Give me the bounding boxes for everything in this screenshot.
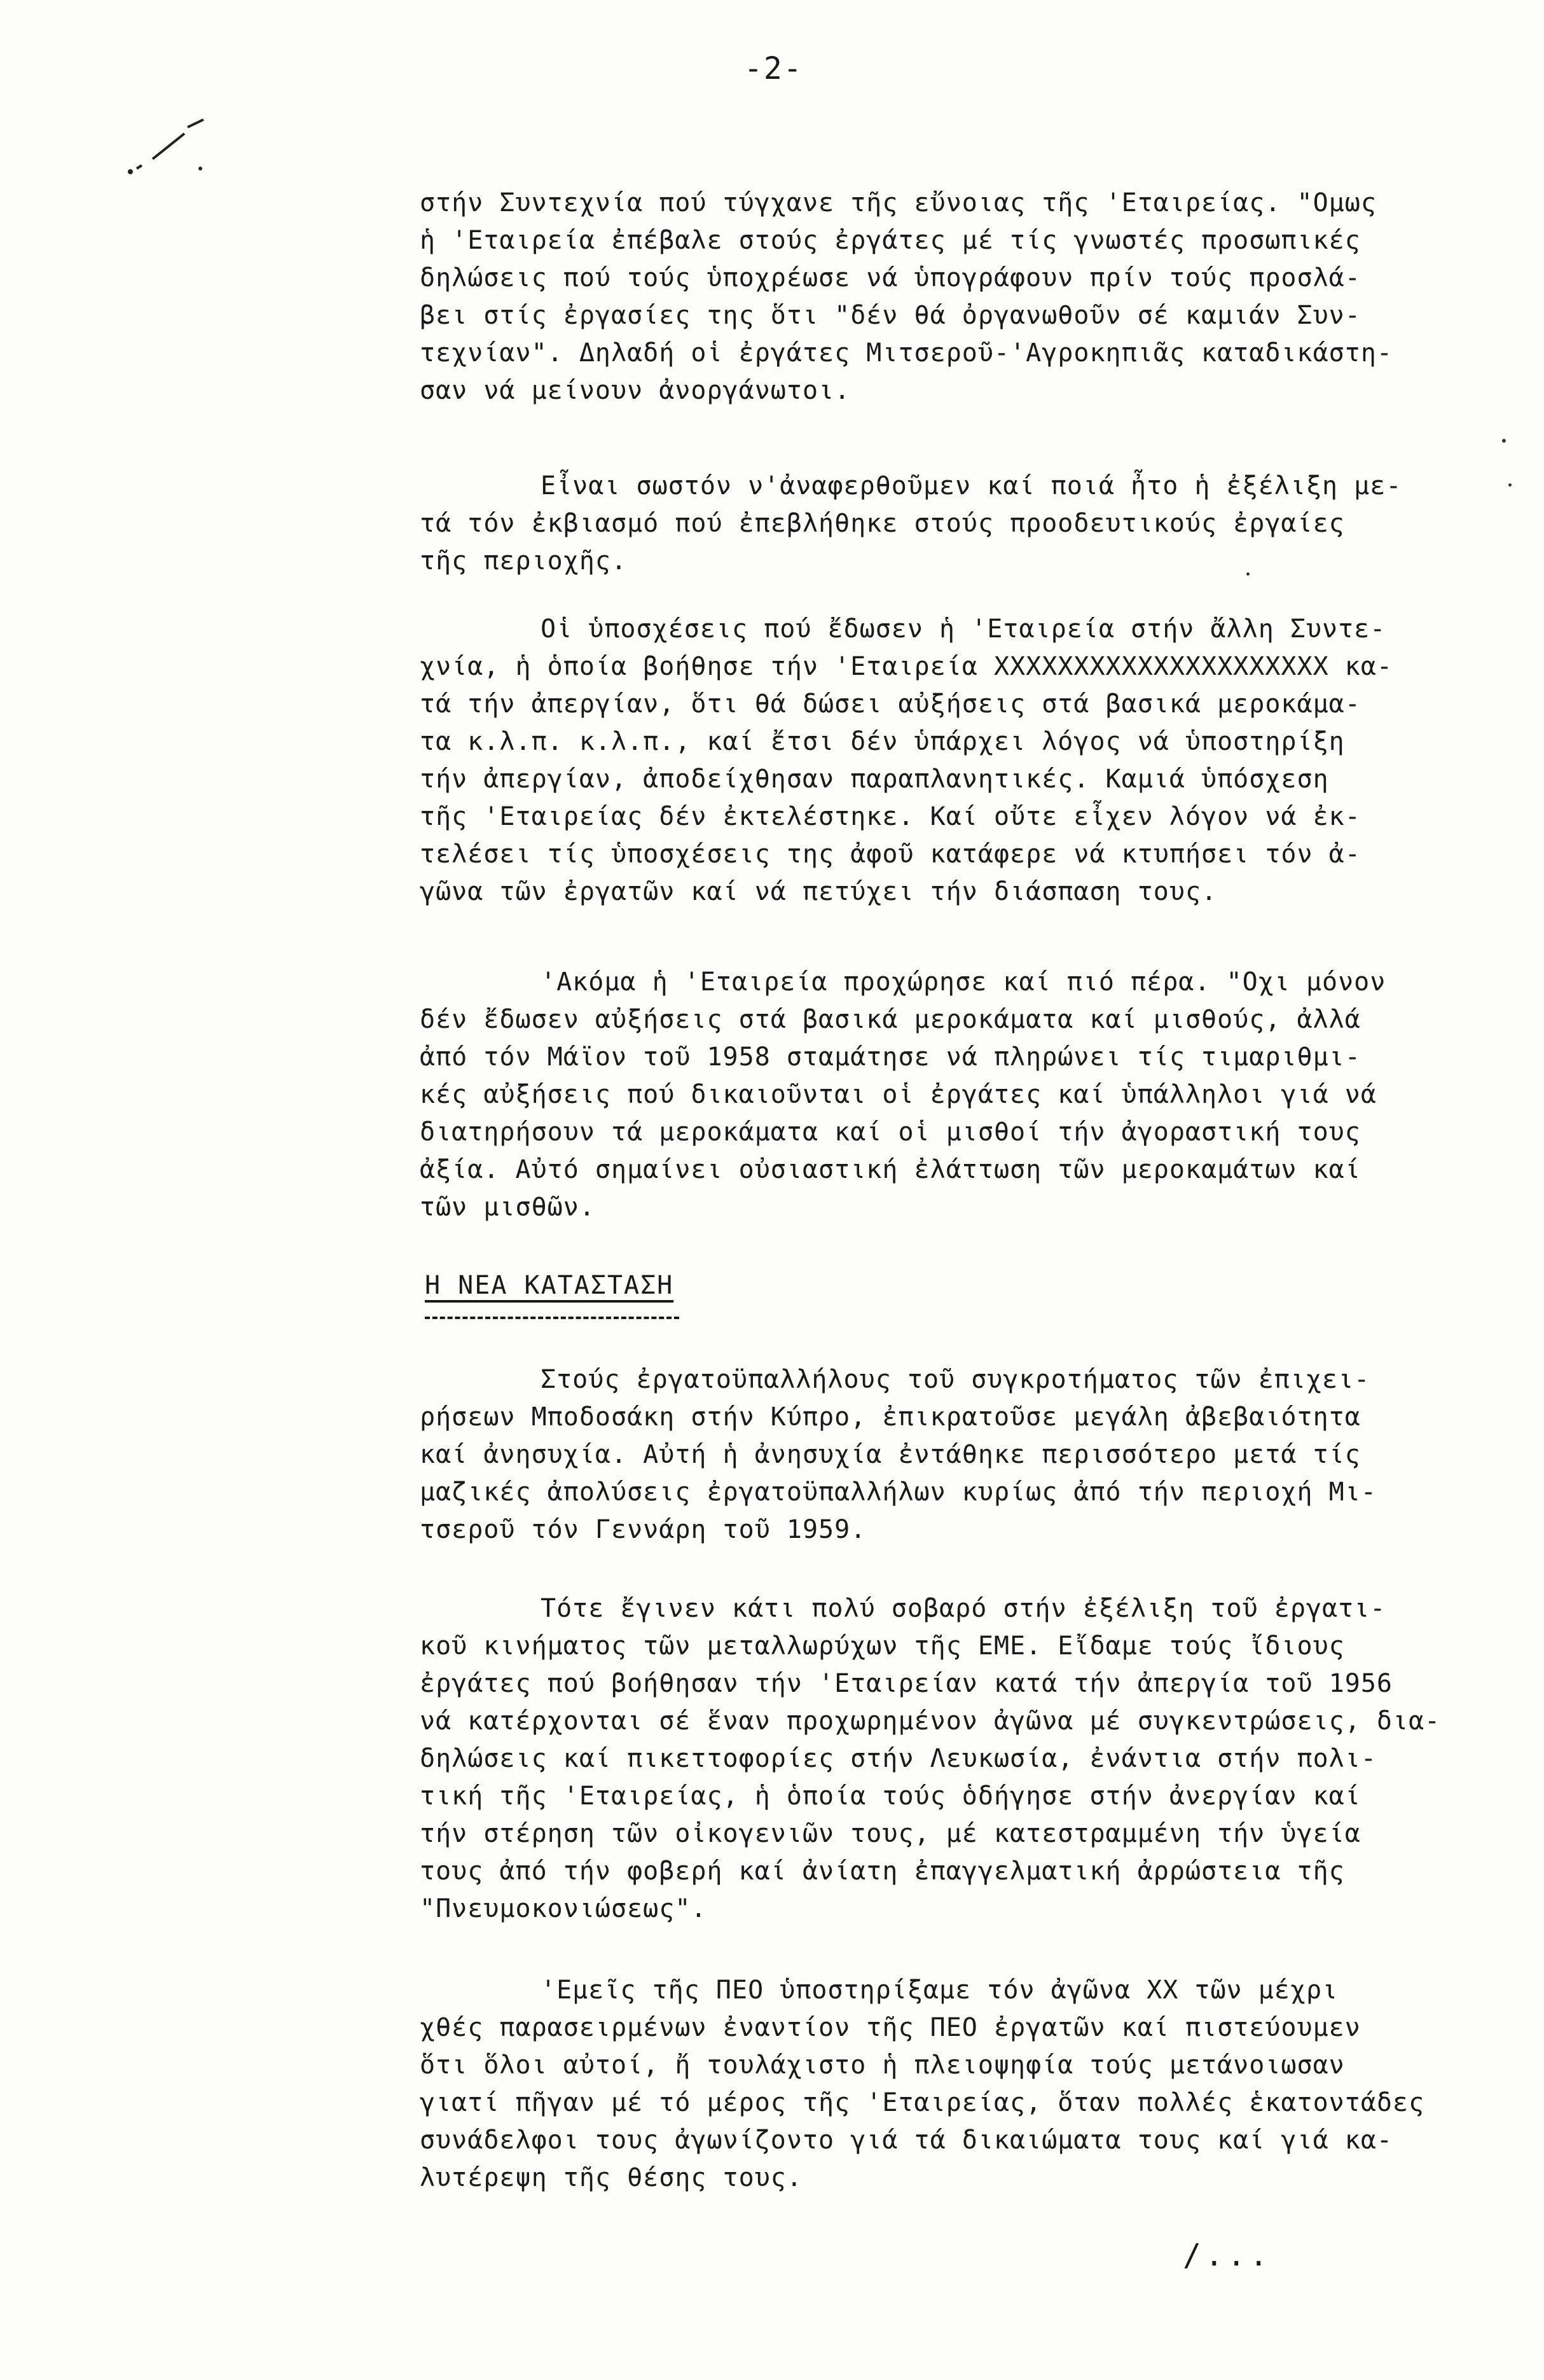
handwritten-mark-icon <box>124 108 219 178</box>
text-line: τική τῆς 'Εταιρείας, ἡ ὁποία τούς ὁδήγησε στήν ἀνεργίαν καί <box>420 1782 1361 1811</box>
text-line: τελέσει τίς ὑποσχέσεις της ἀφοῦ κατάφερε νά κτυπήσει τόν ἀ- <box>420 840 1361 869</box>
text-line: τεχνίαν". Δηλαδή οἱ ἐργάτες Μιτσεροῦ-'Αγροκηπιᾶς καταδικάστη- <box>420 338 1393 368</box>
text-line: νά κατέρχονται σέ ἕναν προχωρημένον ἀγῶνα μέ συγκεντρώσεις, δια- <box>420 1706 1441 1736</box>
text-line: μαζικές ἀπολύσεις ἐργατοϋπαλλήλων κυρίως ἀπό τήν περιοχή Μι- <box>420 1477 1377 1507</box>
text-line: τά τόν ἐκβιασμό πού ἐπεβλήθηκε στούς προοδευτικούς ἐργαίες <box>420 509 1345 538</box>
text-line: κοῦ κινήματος τῶν μεταλλωρύχων τῆς ΕΜΕ. Εἴδαμε τούς ἴδιους <box>420 1631 1345 1661</box>
text-line: δηλώσεις πού τούς ὑποχρέωσε νά ὑπογράφουν πρίν τούς προσλά- <box>420 263 1361 293</box>
paragraph-2 <box>420 467 1463 580</box>
paragraph-1 <box>420 184 1463 410</box>
text-line: ἀξία. Αὐτό σημαίνει οὐσιαστική ἐλάττωση τῶν μεροκαμάτων καί <box>420 1155 1361 1184</box>
text-line: 'Εμεῖς τῆς ΠΕΟ ὑποστηρίξαμε τόν ἀγῶνα ΧΧ τῶν μέχρι <box>541 1975 1339 2005</box>
text-line: καί ἀνησυχία. Αὐτή ἡ ἀνησυχία ἐντάθηκε περισσότερο μετά τίς <box>420 1440 1361 1469</box>
text-line: δέν ἔδωσεν αὐξήσεις στά βασικά μεροκάματα καί μισθούς, ἀλλά <box>420 1005 1361 1034</box>
text-line: τους ἀπό τήν φοβερή καί ἀνίατη ἐπαγγελματική ἀρρώστεια τῆς <box>420 1857 1345 1886</box>
text-line: τήν στέρηση τῶν οἰκογενιῶν τους, μέ κατεστραμμένη τήν ὑγεία <box>420 1819 1361 1848</box>
text-line: χθές παρασειρμένων ἐναντίον τῆς ΠΕΟ ἐργατῶν καί πιστεύουμεν <box>420 2013 1361 2042</box>
text-line: βει στίς ἐργασίες της ὅτι "δέν θά ὀργανωθοῦν σέ καμιάν Συν- <box>420 301 1361 330</box>
page-number: -2- <box>744 51 803 86</box>
text-line: δηλώσεις καί πικεττοφορίες στήν Λευκωσία, ἐνάντια στήν πολι- <box>420 1744 1377 1773</box>
text-line: τήν ἀπεργίαν, ἀποδείχθησαν παραπλανητικές. Καμιά ὑπόσχεση <box>420 765 1329 794</box>
paragraph-4 <box>420 964 1463 1226</box>
text-line: τῆς περιοχῆς. <box>420 546 628 576</box>
paragraph-3 <box>420 611 1463 911</box>
text-line: σαν νά μείνουν ἀνοργάνωτοι. <box>420 376 851 405</box>
text-line: γῶνα τῶν ἐργατῶν καί νά πετύχει τήν διάσπαση τους. <box>420 877 1218 906</box>
text-line: τῶν μισθῶν. <box>420 1193 595 1222</box>
text-line: τα κ.λ.π. κ.λ.π., καί ἔτσι δέν ὑπάρχει λόγος νά ὑποστηρίξη <box>420 727 1345 756</box>
text-line: Τότε ἔγινεν κάτι πολύ σοβαρό στήν ἐξέλιξη τοῦ ἐργατι- <box>541 1594 1386 1623</box>
text-line: ἡ 'Εταιρεία ἐπέβαλε στούς ἐργάτες μέ τίς γνωστές προσωπικές <box>420 226 1361 255</box>
text-line: Στούς ἐργατοϋπαλλήλους τοῦ συγκροτήματος τῶν ἐπιχει- <box>541 1365 1370 1394</box>
text-line: γιατί πῆγαν μέ τό μέρος τῆς 'Εταιρείας, ὅταν πολλές ἑκατοντάδες <box>420 2088 1425 2117</box>
text-line: τῆς 'Εταιρείας δέν ἐκτελέστηκε. Καί οὔτε εἶχεν λόγον νά ἐκ- <box>420 802 1361 831</box>
text-line: ρήσεων Μποδοσάκη στήν Κύπρο, ἐπικρατοῦσε μεγάλη ἀβεβαιότητα <box>420 1402 1361 1432</box>
text-line: στήν Συντεχνία πού τύγχανε τῆς εὔνοιας τῆς 'Εταιρείας. "Ομως <box>420 188 1377 218</box>
text-line: Οἱ ὑποσχέσεις πού ἔδωσεν ἡ 'Εταιρεία στήν ἄλλη Συντε- <box>541 614 1386 644</box>
scan-speck <box>1508 483 1512 487</box>
text-line: χνία, ἡ ὁποία βοήθησε τήν 'Εταιρεία ΧΧΧΧΧΧΧΧΧΧΧΧΧΧΧΧΧΧΧΧΧ κα- <box>420 652 1393 681</box>
text-line: διατηρήσουν τά μεροκάματα καί οἱ μισθοί τήν ἀγοραστική τους <box>420 1117 1361 1147</box>
paragraph-7 <box>420 1972 1463 2197</box>
paragraph-6 <box>420 1590 1463 1928</box>
text-line: συνάδελφοι τους ἀγωνίζοντο γιά τά δικαιώματα τους καί γιά κα- <box>420 2126 1393 2155</box>
text-line: 'Ακόμα ἡ 'Εταιρεία προχώρησε καί πιό πέρα. "Οχι μόνον <box>541 967 1386 997</box>
text-line: τά τήν ἀπεργίαν, ὅτι θά δώσει αὐξήσεις στά βασικά μεροκάμα- <box>420 689 1361 719</box>
scan-speck <box>1502 439 1506 443</box>
scan-speck <box>1246 572 1250 576</box>
text-line: κές αὐξήσεις πού δικαιοῦνται οἱ ἐργάτες καί ὑπάλληλοι γιά νά <box>420 1080 1377 1109</box>
text-line: "Πνευμοκονιώσεως". <box>420 1894 707 1923</box>
text-line: ἀπό τόν Μάϊον τοῦ 1958 σταμάτησε νά πληρώνει τίς τιμαριθμι- <box>420 1042 1361 1072</box>
text-line: λυτέρεψη τῆς θέσης τους. <box>420 2163 803 2192</box>
text-line: ὅτι ὅλοι αὐτοί, ἤ τουλάχιστο ἡ πλειοψηφία τούς μετάνοιωσαν <box>420 2051 1345 2080</box>
paragraph-5 <box>420 1361 1463 1549</box>
text-line: τσεροῦ τόν Γεννάρη τοῦ 1959. <box>420 1515 867 1544</box>
text-line: Εἶναι σωστόν ν'ἀναφερθοῦμεν καί ποιά ἦτο ἡ ἐξέλιξη με- <box>541 471 1402 501</box>
heading-underline <box>425 1317 679 1319</box>
section-heading: Η ΝΕΑ ΚΑΤΑΣΤΑΣΗ <box>425 1271 674 1300</box>
continuation-marker: /... <box>1183 2238 1272 2273</box>
text-line: ἐργάτες πού βοήθησαν τήν 'Εταιρείαν κατά τήν ἀπεργία τοῦ 1956 <box>420 1669 1393 1698</box>
